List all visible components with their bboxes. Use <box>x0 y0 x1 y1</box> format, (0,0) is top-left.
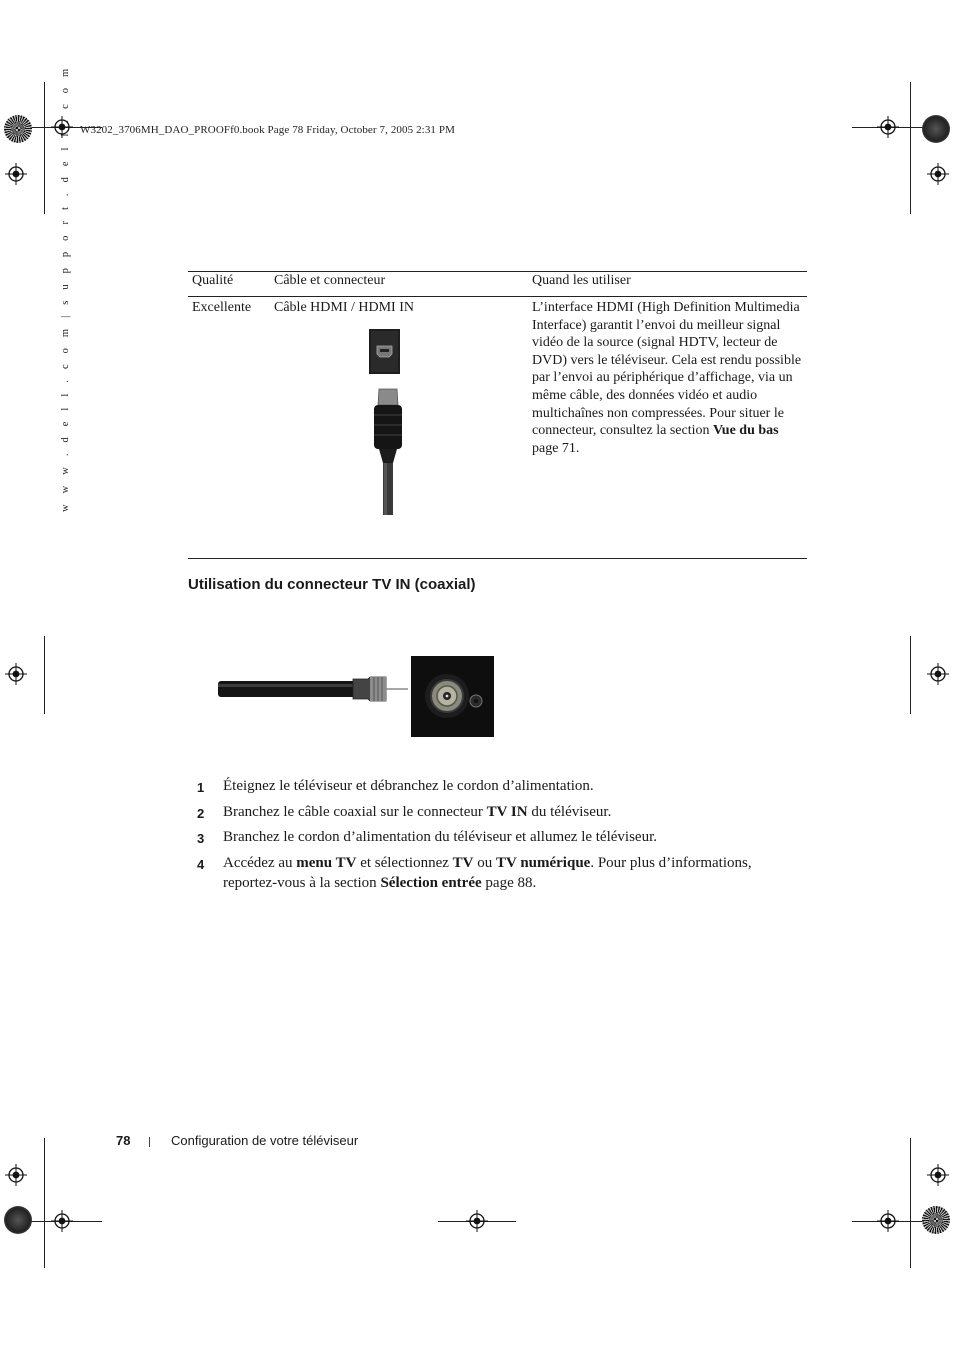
cell-description <box>532 299 804 457</box>
registration-mark-icon <box>927 663 949 685</box>
step-text-run: ou <box>473 855 496 871</box>
crop-line <box>44 636 45 714</box>
step-bold-term: menu TV <box>296 855 357 871</box>
step-text-run: Accédez au <box>223 855 297 871</box>
color-rosette-icon <box>4 115 32 143</box>
step-bold-term: Sélection entrée <box>380 874 482 891</box>
step-bold-term: TV IN <box>486 804 528 820</box>
hdmi-port-image <box>369 329 400 374</box>
registration-mark-icon <box>5 163 27 185</box>
coaxial-cable-image <box>218 668 410 710</box>
book-header: W3202_3706MH_DAO_PROOFf0.book Page 78 Friday, October 7, 2005 2:31 PM <box>80 124 455 136</box>
registration-mark-icon <box>5 663 27 685</box>
hdmi-cable-image <box>371 387 405 515</box>
tv-in-port-image <box>411 656 494 737</box>
crop-line <box>910 636 911 714</box>
registration-mark-icon <box>877 116 899 138</box>
description-bold-link: Vue du bas <box>712 423 779 439</box>
table-top-rule <box>188 271 807 272</box>
step-number: 2 <box>197 806 205 821</box>
step-text-run: du téléviseur. <box>527 804 612 820</box>
step-text-run: Branchez le câble coaxial sur le connecteur <box>223 804 487 820</box>
step-text <box>223 777 793 797</box>
cell-cable: Câble HDMI / HDMI IN <box>274 300 414 315</box>
registration-mark-icon <box>927 163 949 185</box>
color-rosette-icon <box>922 115 950 143</box>
step-text <box>223 854 793 893</box>
color-rosette-icon <box>922 1206 950 1234</box>
table-header-rule <box>188 296 807 297</box>
chapter-title: Configuration de votre téléviseur <box>171 1133 359 1148</box>
side-url: w w w . d e l l . c o m | s u p p o r t . d e l l . c o m <box>60 64 71 512</box>
color-rosette-icon <box>4 1206 32 1234</box>
step-bold-term: TV numérique <box>496 855 591 871</box>
step-text <box>223 803 793 823</box>
footer-separator <box>149 1137 150 1147</box>
table-header-usage: Quand les utiliser <box>532 273 631 288</box>
page-number: 78 <box>116 1133 131 1148</box>
step-number: 1 <box>197 780 205 795</box>
crop-line <box>44 82 45 214</box>
step-text-run: page 88. <box>481 874 537 891</box>
crop-line <box>910 1138 911 1268</box>
step-text-run: et sélectionnez <box>356 855 453 871</box>
registration-mark-icon <box>5 1164 27 1186</box>
table-bottom-rule <box>188 558 807 559</box>
step-number: 4 <box>197 857 205 872</box>
cell-quality: Excellente <box>192 300 252 315</box>
step-text <box>223 828 793 848</box>
crop-line <box>44 1138 45 1268</box>
section-title: Utilisation du connecteur TV IN (coaxial) <box>188 576 476 593</box>
registration-mark-icon <box>51 1210 73 1232</box>
step-number: 3 <box>197 831 205 846</box>
step-text-run: Éteignez le téléviseur et débranchez le cordon d’alimentation. <box>223 778 594 794</box>
crop-line <box>910 82 911 214</box>
registration-mark-icon <box>877 1210 899 1232</box>
table-header-quality: Qualité <box>192 273 234 288</box>
registration-mark-icon <box>927 1164 949 1186</box>
registration-mark-icon <box>466 1210 488 1232</box>
description-text: L’interface HDMI (High Definition Multimedia Interface) garantit l’envoi du meilleur signal vidéo de la source (signal HDTV, lecteur de DVD) vers le téléviseur. Cela est rendu possible par l’envoi au périphérique d’affichage, via un même câble, des données vidéo et audio multichaînes non compressées. Pour situer le connecteur, consultez la section <box>532 300 802 439</box>
step-bold-term: TV <box>452 855 474 871</box>
step-text-run: . Pour plus d’informations, reportez-vous à la section <box>223 855 752 891</box>
step-text-run: Branchez le cordon d’alimentation du téléviseur et allumez le téléviseur. <box>223 829 657 845</box>
description-text-end: page 71. <box>532 440 580 456</box>
table-header-cable: Câble et connecteur <box>274 273 386 288</box>
